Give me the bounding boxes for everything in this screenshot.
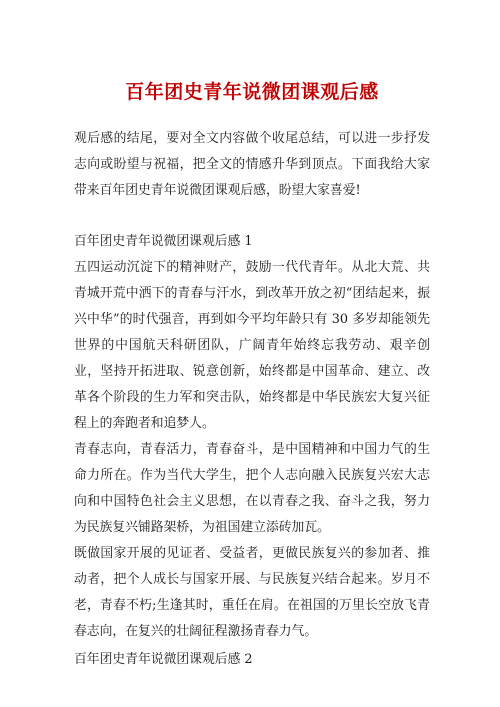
body-paragraph: 五四运动沉淀下的精神财产，鼓励一代代青年。从北大荒、共青城开荒中洒下的青春与汗水，到改革开放之初“团结起来，振兴中华”的时代强音，再到如今平均年龄只有 30 多岁却能领先世界的中国航天科研团队，广阔青年始终忘我劳动、艰辛创业，坚持开拓进取、锐意创新，始终都是中国革命、建立、改革各个阶段的生力军和突击队，始终都是中华民族宏大复兴征程上的奔跑者和追梦人。 — [74, 260, 430, 431]
body-paragraph: 青春志向，青春活力，青春奋斗，是中国精神和中国力气的生命力所在。作为当代大学生，把个人志向融入民族复兴宏大志向和中国特色社会主义思想，在以青春之我、奋斗之我，努力为民族复兴铺路架桥，为祖国建立添砖加瓦。 — [74, 442, 430, 535]
section-heading: 百年团史青年说微团课观后感 1 — [74, 234, 253, 249]
section-1 — [74, 229, 430, 645]
document-title: 百年团史青年说微团课观后感 — [125, 81, 379, 103]
section-2 — [74, 647, 430, 673]
intro-paragraph: 观后感的结尾，要对全文内容做个收尾总结，可以进一步抒发志向或盼望与祝福，把全文的情感升华到顶点。下面我给大家带来百年团史青年说微团课观后感，盼望大家喜爱! — [74, 131, 430, 198]
section-heading: 百年团史青年说微团课观后感 2 — [74, 652, 253, 667]
body-paragraph: 既做国家开展的见证者、受益者，更做民族复兴的参加者、推动者，把个人成长与国家开展、与民族复兴结合起来。岁月不老，青春不朽;生逢其时，重任在肩。在祖国的万里长空放飞青春志向，在复兴的壮阔征程激扬青春力气。 — [74, 546, 430, 639]
